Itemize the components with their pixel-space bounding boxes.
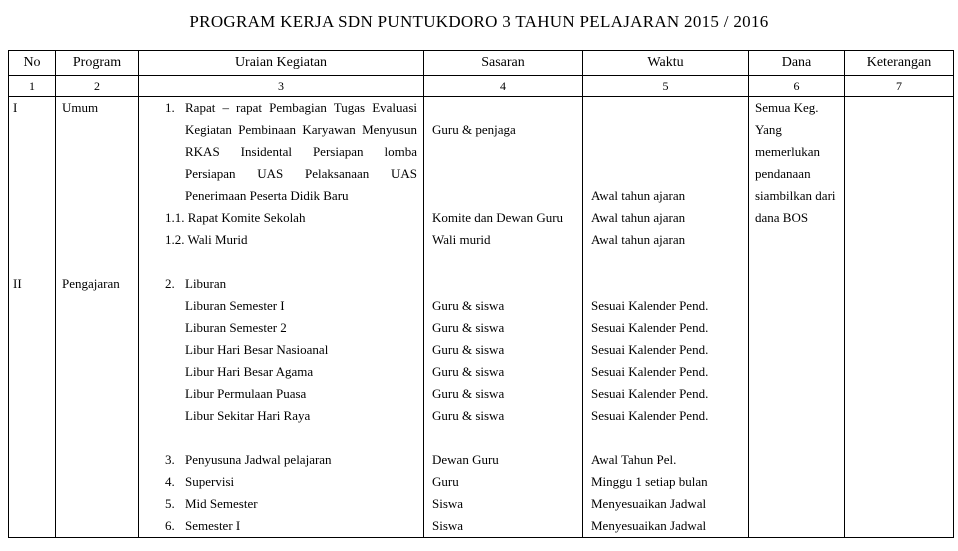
col-number: 1 — [9, 76, 56, 97]
uraian-line: RKAS Insidental Persiapan lomba — [185, 144, 417, 159]
header-dana: Dana — [749, 51, 845, 76]
uraian-line: Penerimaan Peserta Didik Baru — [185, 188, 349, 203]
uraian-text: Mid Semester — [185, 496, 258, 511]
keterangan-cell — [845, 273, 954, 538]
waktu-value: Sesuai Kalender Pend. — [591, 386, 709, 401]
uraian-text: Penyusuna Jadwal pelajaran — [185, 452, 332, 467]
waktu-value: Minggu 1 setiap bulan — [591, 474, 708, 489]
uraian-cell — [139, 97, 424, 274]
row-program: Pengajaran — [62, 276, 120, 291]
sasaran-value: Guru & siswa — [432, 408, 505, 423]
header-row — [9, 51, 954, 76]
uraian-line — [139, 273, 423, 295]
libur-item: Libur Sekitar Hari Raya — [185, 408, 311, 423]
uraian-line: Persiapan UAS Pelaksanaan UAS — [185, 166, 417, 181]
sasaran-value: Komite dan Dewan Guru — [432, 210, 564, 225]
sasaran-value: Wali murid — [432, 232, 491, 247]
waktu-value: Awal tahun ajaran — [591, 232, 686, 247]
sub-item: 1.2. Wali Murid — [165, 232, 248, 247]
col-number: 5 — [583, 76, 749, 97]
keterangan-cell — [845, 97, 954, 274]
header-waktu: Waktu — [583, 51, 749, 76]
header-no: No — [9, 51, 56, 76]
uraian-line — [139, 471, 423, 493]
item-number: 1. — [165, 100, 175, 115]
sasaran-value: Guru & siswa — [432, 342, 505, 357]
row-no: I — [13, 100, 18, 115]
uraian-text: Liburan — [185, 276, 227, 291]
col-number: 4 — [424, 76, 583, 97]
waktu-cell — [583, 97, 749, 274]
sub-item: 1.1. Rapat Komite Sekolah — [165, 210, 306, 225]
waktu-value: Menyesuaikan Jadwal — [591, 496, 707, 511]
item-number: 6. — [165, 518, 175, 533]
uraian-line — [139, 515, 423, 537]
table-row — [9, 273, 954, 538]
col-number: 2 — [56, 76, 139, 97]
waktu-value: Awal Tahun Pel. — [591, 452, 677, 467]
uraian-text: Supervisi — [185, 474, 235, 489]
dana-line: pendanaan — [755, 166, 811, 181]
waktu-value: Sesuai Kalender Pend. — [591, 364, 709, 379]
header-keterangan: Keterangan — [845, 51, 954, 76]
row-no: II — [13, 276, 22, 291]
libur-item: Libur Hari Besar Agama — [185, 364, 314, 379]
sasaran-value: Guru & siswa — [432, 386, 505, 401]
waktu-value: Sesuai Kalender Pend. — [591, 342, 709, 357]
sasaran-value: Guru & siswa — [432, 364, 505, 379]
item-number: 2. — [165, 276, 175, 291]
waktu-value: Sesuai Kalender Pend. — [591, 320, 709, 335]
sasaran-value: Dewan Guru — [432, 452, 499, 467]
item-number: 3. — [165, 452, 175, 467]
row-no-cell — [9, 97, 56, 274]
waktu-value: Awal tahun ajaran — [591, 188, 686, 203]
dana-line: dana BOS — [755, 210, 809, 225]
dana-line: Semua Keg. — [755, 100, 819, 115]
uraian-text: Rapat – rapat Pembagian Tugas Evaluasi — [185, 100, 417, 115]
libur-item: Libur Permulaan Puasa — [185, 386, 307, 401]
waktu-cell — [583, 273, 749, 538]
dana-cell — [749, 273, 845, 538]
sasaran-value: Guru & siswa — [432, 320, 505, 335]
waktu-value: Sesuai Kalender Pend. — [591, 298, 709, 313]
header-sasaran: Sasaran — [424, 51, 583, 76]
waktu-value: Sesuai Kalender Pend. — [591, 408, 709, 423]
sasaran-value: Guru & siswa — [432, 298, 505, 313]
waktu-value: Menyesuaikan Jadwal — [591, 518, 707, 533]
header-uraian: Uraian Kegiatan — [139, 51, 424, 76]
page-title: PROGRAM KERJA SDN PUNTUKDORO 3 TAHUN PELAJARAN 2015 / 2016 — [189, 12, 769, 31]
uraian-line: Kegiatan Pembinaan Karyawan Menyusun — [185, 122, 417, 137]
dana-line: memerlukan — [755, 144, 820, 159]
row-no-cell — [9, 273, 56, 538]
sasaran-cell — [424, 97, 583, 274]
libur-item: Liburan Semester I — [185, 298, 285, 313]
dana-cell — [749, 97, 845, 274]
sasaran-cell — [424, 273, 583, 538]
uraian-line — [139, 449, 423, 471]
libur-item: Libur Hari Besar Nasioanal — [185, 342, 329, 357]
waktu-value: Awal tahun ajaran — [591, 210, 686, 225]
libur-item: Liburan Semester 2 — [185, 320, 287, 335]
row-program: Umum — [62, 100, 99, 115]
col-number: 3 — [139, 76, 424, 97]
col-number: 7 — [845, 76, 954, 97]
column-number-row — [9, 76, 954, 97]
header-program: Program — [56, 51, 139, 76]
row-program-cell — [56, 273, 139, 538]
item-number: 5. — [165, 496, 175, 511]
sasaran-value: Siswa — [432, 518, 464, 533]
sasaran-value: Guru & penjaga — [432, 122, 516, 137]
sasaran-value: Guru — [432, 474, 459, 489]
item-number: 4. — [165, 474, 175, 489]
uraian-line — [139, 493, 423, 515]
dana-line: siambilkan dari — [755, 188, 836, 203]
table-row — [9, 97, 954, 274]
row-program-cell — [56, 97, 139, 274]
program-table — [8, 50, 954, 538]
uraian-line — [139, 97, 423, 119]
uraian-cell — [139, 273, 424, 538]
uraian-text: Semester I — [185, 518, 241, 533]
col-number: 6 — [749, 76, 845, 97]
sasaran-value: Siswa — [432, 496, 464, 511]
dana-line: Yang — [755, 122, 782, 137]
